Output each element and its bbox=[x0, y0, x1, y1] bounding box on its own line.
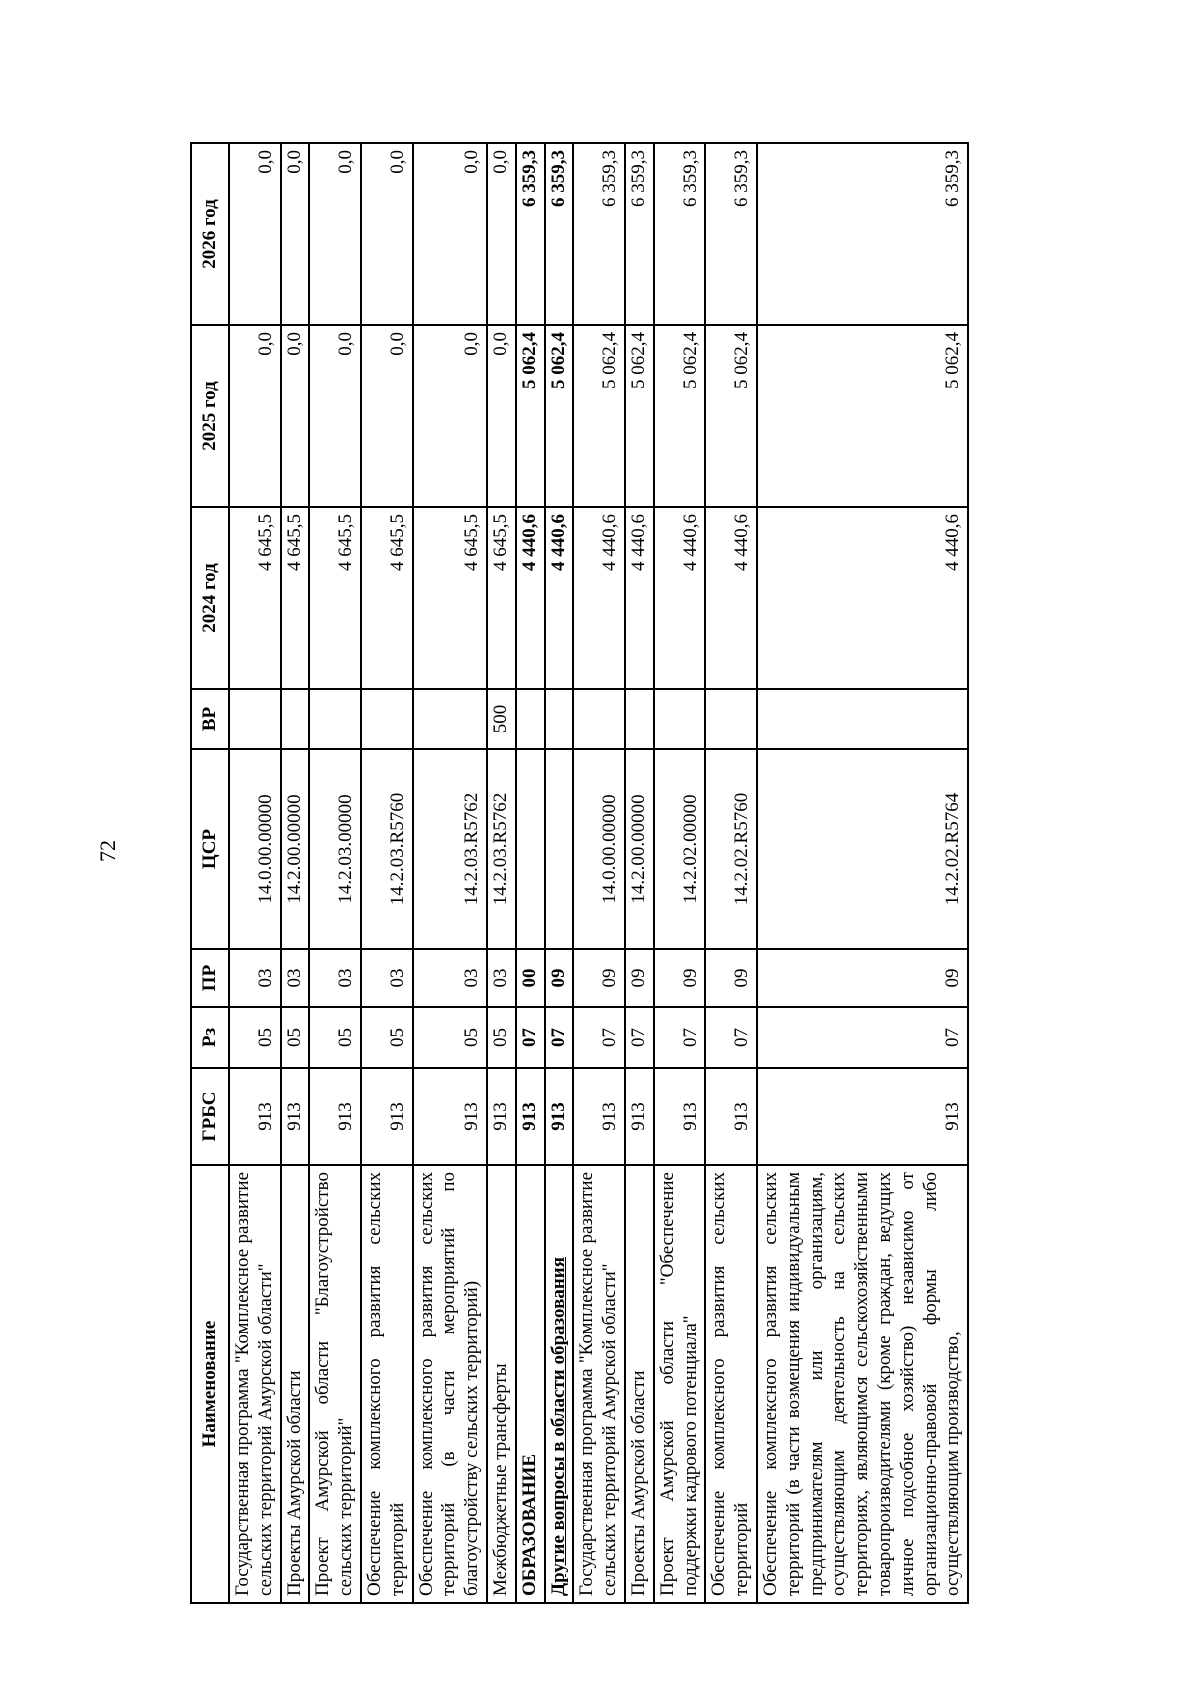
cell-name: ОБРАЗОВАНИЕ bbox=[516, 1165, 545, 1603]
page-number: 72 bbox=[95, 840, 120, 862]
cell-grbs: 913 bbox=[573, 1068, 625, 1165]
cell-grbs: 913 bbox=[654, 1068, 706, 1165]
cell-name: Проекты Амурской области bbox=[625, 1165, 654, 1603]
rotated-table-container bbox=[190, 144, 1200, 1604]
cell-pr: 03 bbox=[487, 949, 516, 1007]
cell-y2026: 6 359,3 bbox=[757, 143, 968, 325]
cell-y2024: 4 440,6 bbox=[545, 507, 574, 689]
cell-name: Государственная программа "Комплексное развитие сельских территорий Амурской области" bbox=[229, 1165, 281, 1603]
table-row bbox=[309, 143, 361, 1603]
cell-y2024: 4 440,6 bbox=[516, 507, 545, 689]
cell-vr bbox=[545, 689, 574, 749]
cell-y2025: 5 062,4 bbox=[757, 325, 968, 507]
cell-y2026: 0,0 bbox=[361, 143, 413, 325]
cell-rz: 07 bbox=[573, 1007, 625, 1068]
cell-rz: 05 bbox=[309, 1007, 361, 1068]
cell-pr: 09 bbox=[573, 949, 625, 1007]
cell-vr bbox=[573, 689, 625, 749]
cell-y2026: 6 359,3 bbox=[625, 143, 654, 325]
cell-vr bbox=[757, 689, 968, 749]
cell-pr: 09 bbox=[625, 949, 654, 1007]
cell-name: Межбюджетные трансферты bbox=[487, 1165, 516, 1603]
header-vr: ВР bbox=[191, 689, 229, 749]
cell-y2025: 0,0 bbox=[361, 325, 413, 507]
cell-y2024: 4 440,6 bbox=[757, 507, 968, 689]
header-2024: 2024 год bbox=[191, 507, 229, 689]
cell-name: Обеспечение комплексного развития сельских территорий bbox=[705, 1165, 757, 1603]
cell-csr: 14.2.02.R5764 bbox=[757, 749, 968, 949]
cell-name: Государственная программа "Комплексное развитие сельских территорий Амурской области" bbox=[573, 1165, 625, 1603]
cell-pr: 03 bbox=[361, 949, 413, 1007]
cell-y2025: 0,0 bbox=[487, 325, 516, 507]
cell-pr: 09 bbox=[545, 949, 574, 1007]
table-row bbox=[516, 143, 545, 1603]
cell-csr bbox=[545, 749, 574, 949]
cell-y2024: 4 645,5 bbox=[487, 507, 516, 689]
cell-name: Обеспечение комплексного развития сельских территорий (в части возмещения индивидуальным предпринимателям или организациям, осуществляющим деятельность на сельских территориях, являющимся сельскохозяйственными товаропроизводителями (кроме граждан, ведущих личное подсобное хозяйство) независимо от организационно-правовой формы либо осуществляющим производство, bbox=[757, 1165, 968, 1603]
cell-vr bbox=[705, 689, 757, 749]
cell-grbs: 913 bbox=[545, 1068, 574, 1165]
header-row bbox=[191, 143, 229, 1603]
cell-rz: 07 bbox=[516, 1007, 545, 1068]
cell-csr: 14.2.02.00000 bbox=[654, 749, 706, 949]
cell-y2024: 4 645,5 bbox=[229, 507, 281, 689]
cell-vr bbox=[281, 689, 310, 749]
table-row bbox=[361, 143, 413, 1603]
cell-y2024: 4 440,6 bbox=[625, 507, 654, 689]
cell-vr bbox=[309, 689, 361, 749]
cell-csr: 14.2.02.R5760 bbox=[705, 749, 757, 949]
header-csr: ЦСР bbox=[191, 749, 229, 949]
cell-y2025: 0,0 bbox=[281, 325, 310, 507]
cell-pr: 03 bbox=[281, 949, 310, 1007]
cell-rz: 05 bbox=[281, 1007, 310, 1068]
table-row bbox=[281, 143, 310, 1603]
budget-table bbox=[190, 142, 969, 1604]
cell-y2026: 6 359,3 bbox=[545, 143, 574, 325]
cell-grbs: 913 bbox=[516, 1068, 545, 1165]
cell-grbs: 913 bbox=[705, 1068, 757, 1165]
cell-y2026: 0,0 bbox=[309, 143, 361, 325]
cell-name: Проект Амурской области "Обеспечение поддержки кадрового потенциала" bbox=[654, 1165, 706, 1603]
cell-csr: 14.2.03.R5762 bbox=[487, 749, 516, 949]
cell-y2025: 5 062,4 bbox=[516, 325, 545, 507]
cell-rz: 05 bbox=[229, 1007, 281, 1068]
table-row bbox=[487, 143, 516, 1603]
cell-y2024: 4 440,6 bbox=[705, 507, 757, 689]
table-row bbox=[654, 143, 706, 1603]
cell-name: Проект Амурской области "Благоустройство сельских территорий" bbox=[309, 1165, 361, 1603]
cell-vr: 500 bbox=[487, 689, 516, 749]
cell-name: Обеспечение комплексного развития сельских территорий bbox=[361, 1165, 413, 1603]
cell-vr bbox=[229, 689, 281, 749]
cell-rz: 07 bbox=[654, 1007, 706, 1068]
cell-y2024: 4 645,5 bbox=[281, 507, 310, 689]
cell-y2025: 0,0 bbox=[229, 325, 281, 507]
cell-rz: 07 bbox=[545, 1007, 574, 1068]
cell-rz: 07 bbox=[625, 1007, 654, 1068]
cell-pr: 09 bbox=[654, 949, 706, 1007]
cell-grbs: 913 bbox=[413, 1068, 487, 1165]
header-rz: Рз bbox=[191, 1007, 229, 1068]
header-name: Наименование bbox=[191, 1165, 229, 1603]
cell-rz: 05 bbox=[413, 1007, 487, 1068]
cell-y2025: 5 062,4 bbox=[705, 325, 757, 507]
cell-y2025: 0,0 bbox=[309, 325, 361, 507]
cell-grbs: 913 bbox=[361, 1068, 413, 1165]
cell-csr: 14.2.03.R5762 bbox=[413, 749, 487, 949]
table-row bbox=[573, 143, 625, 1603]
cell-name: Проекты Амурской области bbox=[281, 1165, 310, 1603]
cell-y2025: 5 062,4 bbox=[625, 325, 654, 507]
cell-csr: 14.0.00.00000 bbox=[573, 749, 625, 949]
cell-rz: 05 bbox=[487, 1007, 516, 1068]
cell-vr bbox=[516, 689, 545, 749]
cell-y2026: 6 359,3 bbox=[573, 143, 625, 325]
cell-y2025: 0,0 bbox=[413, 325, 487, 507]
table-row bbox=[705, 143, 757, 1603]
cell-rz: 05 bbox=[361, 1007, 413, 1068]
cell-grbs: 913 bbox=[309, 1068, 361, 1165]
cell-rz: 07 bbox=[757, 1007, 968, 1068]
cell-csr: 14.2.00.00000 bbox=[281, 749, 310, 949]
cell-vr bbox=[413, 689, 487, 749]
cell-y2026: 6 359,3 bbox=[705, 143, 757, 325]
cell-csr: 14.2.03.00000 bbox=[309, 749, 361, 949]
cell-pr: 09 bbox=[757, 949, 968, 1007]
cell-vr bbox=[361, 689, 413, 749]
cell-grbs: 913 bbox=[487, 1068, 516, 1165]
cell-y2024: 4 440,6 bbox=[654, 507, 706, 689]
cell-y2026: 6 359,3 bbox=[654, 143, 706, 325]
header-2026: 2026 год bbox=[191, 143, 229, 325]
cell-grbs: 913 bbox=[281, 1068, 310, 1165]
cell-pr: 03 bbox=[229, 949, 281, 1007]
cell-y2024: 4 645,5 bbox=[361, 507, 413, 689]
cell-pr: 00 bbox=[516, 949, 545, 1007]
cell-y2025: 5 062,4 bbox=[573, 325, 625, 507]
cell-name: Обеспечение комплексного развития сельских территорий (в части мероприятий по благоустройству сельских территорий) bbox=[413, 1165, 487, 1603]
cell-grbs: 913 bbox=[229, 1068, 281, 1165]
table-row bbox=[625, 143, 654, 1603]
cell-y2025: 5 062,4 bbox=[654, 325, 706, 507]
table-row bbox=[545, 143, 574, 1603]
cell-y2026: 6 359,3 bbox=[516, 143, 545, 325]
header-pr: ПР bbox=[191, 949, 229, 1007]
header-2025: 2025 год bbox=[191, 325, 229, 507]
header-grbs: ГРБС bbox=[191, 1068, 229, 1165]
cell-rz: 07 bbox=[705, 1007, 757, 1068]
cell-y2026: 0,0 bbox=[281, 143, 310, 325]
cell-pr: 03 bbox=[413, 949, 487, 1007]
cell-pr: 03 bbox=[309, 949, 361, 1007]
cell-vr bbox=[625, 689, 654, 749]
cell-csr: 14.2.00.00000 bbox=[625, 749, 654, 949]
cell-csr: 14.2.03.R5760 bbox=[361, 749, 413, 949]
cell-csr bbox=[516, 749, 545, 949]
cell-grbs: 913 bbox=[625, 1068, 654, 1165]
table-row bbox=[229, 143, 281, 1603]
cell-y2024: 4 440,6 bbox=[573, 507, 625, 689]
cell-grbs: 913 bbox=[757, 1068, 968, 1165]
cell-csr: 14.0.00.00000 bbox=[229, 749, 281, 949]
table-row bbox=[413, 143, 487, 1603]
table-row bbox=[757, 143, 968, 1603]
cell-y2026: 0,0 bbox=[487, 143, 516, 325]
cell-y2024: 4 645,5 bbox=[413, 507, 487, 689]
cell-vr bbox=[654, 689, 706, 749]
cell-name: Другие вопросы в области образования bbox=[545, 1165, 574, 1603]
cell-y2026: 0,0 bbox=[229, 143, 281, 325]
cell-pr: 09 bbox=[705, 949, 757, 1007]
cell-y2026: 0,0 bbox=[413, 143, 487, 325]
cell-y2024: 4 645,5 bbox=[309, 507, 361, 689]
cell-y2025: 5 062,4 bbox=[545, 325, 574, 507]
